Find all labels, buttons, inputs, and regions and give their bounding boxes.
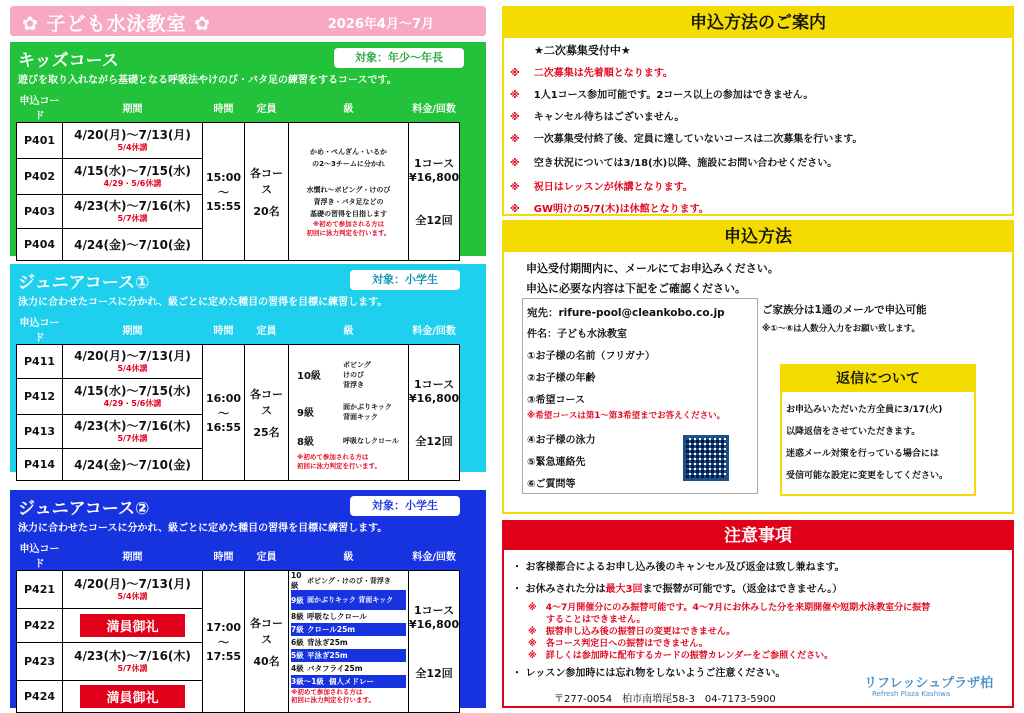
input-note: ※①～⑥は人数分入力をお願い致します。 bbox=[762, 324, 920, 334]
apply-line-2: 申込に必要な内容は下記をご確認ください。 bbox=[526, 282, 746, 295]
course-period: 4/23(木)～7/16(木) 5/7休講 bbox=[63, 195, 203, 229]
col-cap: 定員 bbox=[256, 551, 277, 563]
guide-item: ※ 二次募集は先着順となります。 bbox=[510, 68, 673, 79]
course-code: P411 bbox=[17, 345, 63, 379]
time-cell: 15:00 ～ 15:55 bbox=[203, 123, 245, 261]
course-period bbox=[63, 681, 203, 713]
date-range: 2026年4月～7月 bbox=[327, 17, 434, 32]
table-row bbox=[17, 345, 460, 379]
sold-out-badge: 満員御礼 bbox=[79, 613, 185, 638]
course-description: 泳力に合わせたコースに分かれ、級ごとに定めた種目の習得を目標に練習します。 bbox=[18, 523, 388, 534]
field-1: ①お子様の名前（フリガナ） bbox=[527, 351, 655, 362]
apply-line-1: 申込受付期間内に、メールにてお申込みください。 bbox=[526, 262, 779, 275]
grade-cell: 10級 ボビング・けのび・背浮き 9級 面かぶりキック 背面キック 8級 呼吸なしクロール 7級 クロール25m 6級 背泳ぎ25m 5級 平泳ぎ25m 4級 バタフライ25m 3級～1級 個人メドレー ※初めて参加される方は 初回に泳力判定を行います。 bbox=[289, 571, 409, 713]
facility-logo: リフレッシュプラザ柏 bbox=[864, 676, 994, 691]
col-period: 期間 bbox=[122, 551, 143, 563]
col-fee: 料金/回数 bbox=[412, 551, 456, 563]
guide-item: ※ 一次募集受付終了後、定員に達していないコースは二次募集を行います。 bbox=[510, 134, 863, 145]
course-code: P424 bbox=[17, 681, 63, 713]
fee-cell: 1コース ¥16,800 全12回 bbox=[409, 345, 460, 481]
qr-code-icon[interactable] bbox=[683, 435, 729, 481]
guide-item: ※ GW明けの5/7(木)は休館となります。 bbox=[510, 204, 709, 215]
col-grade: 級 bbox=[343, 103, 354, 115]
email-form-box bbox=[522, 298, 758, 494]
course-code: P403 bbox=[17, 195, 63, 229]
notice-section bbox=[502, 520, 1014, 708]
schedule-table bbox=[16, 540, 460, 713]
notice-sub: ※ 各コース判定日への振替はできません。 bbox=[528, 639, 708, 649]
col-code: 申込コード bbox=[19, 544, 60, 570]
grade-cell: 10級 ボビング けのび 背浮き 9級 面かぶりキック 背面キック 8級 呼吸なしクロール ※初めて参加される方は 初回に泳力判定を行います。 bbox=[289, 345, 409, 481]
page-title: ✿ 子ども水泳教室 ✿ bbox=[22, 13, 212, 35]
field-5: ⑤緊急連絡先 bbox=[527, 457, 586, 468]
col-fee: 料金/回数 bbox=[412, 325, 456, 337]
title-bar bbox=[10, 6, 486, 36]
facility-logo-sub: Refresh Plaza Kashiwa bbox=[872, 690, 951, 698]
family-note: ご家族分は1通のメールで申込可能 bbox=[762, 304, 927, 316]
course-period: 4/24(金)～7/10(金) bbox=[63, 449, 203, 481]
course-name: ジュニアコース② bbox=[18, 499, 150, 519]
course-name: キッズコース bbox=[18, 51, 119, 71]
col-code: 申込コード bbox=[19, 96, 60, 122]
fee-cell: 1コース ¥16,800 全12回 bbox=[409, 123, 460, 261]
col-cap: 定員 bbox=[256, 103, 277, 115]
email-address[interactable]: 宛先：rifure-pool@cleankobo.co.jp bbox=[527, 307, 725, 319]
col-fee: 料金/回数 bbox=[412, 103, 456, 115]
guide-item: ※ 祝日はレッスンが休講となります。 bbox=[510, 182, 693, 193]
table-row bbox=[17, 571, 460, 609]
capacity-cell: 各コース 25名 bbox=[245, 345, 289, 481]
field-2: ②お子様の年齢 bbox=[527, 373, 596, 384]
facility-address: 〒277-0054 柏市南増尾58-3 04-7173-5900 bbox=[554, 694, 776, 705]
time-cell: 16:00 ～ 16:55 bbox=[203, 345, 245, 481]
course-code: P413 bbox=[17, 415, 63, 449]
field-3: ③希望コース bbox=[527, 395, 585, 406]
reply-line: 迷惑メール対策を行っている場合には bbox=[786, 449, 939, 459]
notice-sub: ※ 詳しくは参加時に配布するカードの振替カレンダーをご参照ください。 bbox=[528, 651, 834, 661]
target-badge: 対象：小学生 bbox=[350, 270, 460, 290]
course-code: P423 bbox=[17, 643, 63, 681]
guide-lead: ★二次募集受付中★ bbox=[534, 44, 631, 57]
course-period: 4/23(木)～7/16(木) 5/7休講 bbox=[63, 415, 203, 449]
email-subject: 件名：子ども水泳教室 bbox=[527, 329, 627, 340]
course-code: P412 bbox=[17, 379, 63, 415]
junior1-header bbox=[12, 266, 484, 294]
grade-cell: かめ・ぺんぎん・いるか の2～3チームに分かれ 水慣れ～ボビング・けのび 背浮き・バタ足などの 基礎の習得を目指します ※初めて参加される方は 初回に泳力判定を行います。 bbox=[289, 123, 409, 261]
col-grade: 級 bbox=[343, 551, 354, 563]
sold-out-badge: 満員御礼 bbox=[79, 684, 185, 709]
field-3-note: ※希望コースは第1～第3希望までお答えください。 bbox=[527, 411, 726, 421]
reply-title: 返信について bbox=[782, 366, 974, 392]
kids-course-section bbox=[10, 42, 486, 256]
col-period: 期間 bbox=[122, 103, 143, 115]
course-period: 4/20(月)～7/13(月) 5/4休講 bbox=[63, 123, 203, 159]
field-6: ⑥ご質問等 bbox=[527, 479, 576, 490]
course-period bbox=[63, 609, 203, 643]
course-period: 4/15(水)～7/15(水) 4/29・5/6休講 bbox=[63, 379, 203, 415]
guide-item: ※ キャンセル待ちはございません。 bbox=[510, 112, 685, 123]
course-code: P421 bbox=[17, 571, 63, 609]
target-badge: 対象：年少～年長 bbox=[334, 48, 464, 68]
kids-header bbox=[12, 44, 484, 72]
col-period: 期間 bbox=[122, 325, 143, 337]
junior2-course-section bbox=[10, 490, 486, 708]
time-cell: 17:00 ～ 17:55 bbox=[203, 571, 245, 713]
table-row bbox=[17, 123, 460, 159]
notice-sub: ※ 振替申し込み後の振替日の変更はできません。 bbox=[528, 627, 736, 637]
col-time: 時間 bbox=[213, 551, 234, 563]
reply-line: 以降返信をさせていただきます。 bbox=[786, 427, 921, 437]
fee-cell: 1コース ¥16,800 全12回 bbox=[409, 571, 460, 713]
notice-line-1: ・ お客様都合によるお申し込み後のキャンセル及び返金は致し兼ねます。 bbox=[512, 562, 845, 573]
schedule-table bbox=[16, 92, 460, 261]
col-cap: 定員 bbox=[256, 325, 277, 337]
col-grade: 級 bbox=[343, 325, 354, 337]
course-period: 4/20(月)～7/13(月) 5/4休講 bbox=[63, 571, 203, 609]
col-code: 申込コード bbox=[19, 318, 60, 344]
reply-line: お申込みいただいた方全員に3/17(火) bbox=[786, 405, 943, 415]
course-period: 4/23(木)～7/16(木) 5/7休講 bbox=[63, 643, 203, 681]
course-code: P414 bbox=[17, 449, 63, 481]
notice-title: 注意事項 bbox=[504, 522, 1012, 550]
notice-sub: ※ 4～7月開催分にのみ振替可能です。4～7月にお休みした分を来期開催や短期水泳教室分に振替 bbox=[528, 603, 931, 613]
notice-line-2: ・ お休みされた分は最大3回まで振替が可能です。（返金はできません。） bbox=[512, 584, 843, 595]
course-name: ジュニアコース① bbox=[18, 273, 150, 293]
course-code: P401 bbox=[17, 123, 63, 159]
notice-sub: することはできません。 bbox=[528, 615, 646, 625]
course-description: 泳力に合わせたコースに分かれ、級ごとに定めた種目の習得を目標に練習します。 bbox=[18, 297, 388, 308]
course-period: 4/15(水)～7/15(水) 4/29・5/6休講 bbox=[63, 159, 203, 195]
guide-item: ※ 空き状況については3/18(水)以降、施設にお問い合わせください。 bbox=[510, 158, 838, 169]
col-time: 時間 bbox=[213, 103, 234, 115]
guide-item: ※ 1人1コース参加可能です。2コース以上の参加はできません。 bbox=[510, 90, 814, 101]
course-code: P402 bbox=[17, 159, 63, 195]
apply-title: 申込方法 bbox=[504, 222, 1012, 252]
course-period: 4/20(月)～7/13(月) 5/4休講 bbox=[63, 345, 203, 379]
course-code: P422 bbox=[17, 609, 63, 643]
junior1-course-section bbox=[10, 264, 486, 472]
reply-box bbox=[780, 364, 976, 496]
capacity-cell: 各コース 40名 bbox=[245, 571, 289, 713]
capacity-cell: 各コース 20名 bbox=[245, 123, 289, 261]
junior2-header bbox=[12, 492, 484, 520]
target-badge: 対象：小学生 bbox=[350, 496, 460, 516]
schedule-table bbox=[16, 314, 460, 481]
course-description: 遊びを取り入れながら基礎となる呼吸法やけのび・バタ足の練習をするコースです。 bbox=[18, 75, 397, 86]
application-guide-section bbox=[502, 6, 1014, 216]
guide-title: 申込方法のご案内 bbox=[504, 8, 1012, 38]
course-code: P404 bbox=[17, 229, 63, 261]
col-time: 時間 bbox=[213, 325, 234, 337]
course-period: 4/24(金)～7/10(金) bbox=[63, 229, 203, 261]
reply-line: 受信可能な設定に変更をしてください。 bbox=[786, 471, 949, 481]
application-method-section bbox=[502, 220, 1014, 514]
notice-line-3: ・ レッスン参加時には忘れ物をしないようご注意ください。 bbox=[512, 668, 786, 679]
field-4: ④お子様の泳力 bbox=[527, 435, 596, 446]
